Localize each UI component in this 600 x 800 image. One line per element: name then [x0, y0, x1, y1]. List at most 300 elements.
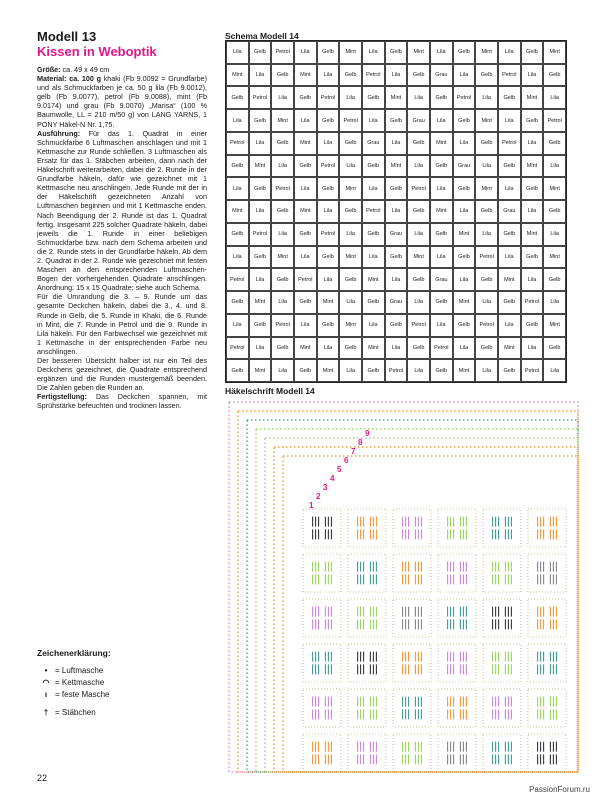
paragraph-text: Das Deckchen spannen, mit Sprühstärke befeuchten und trocknen lassen. [37, 392, 207, 411]
watermark: PassionForum.ru [529, 785, 590, 794]
schema-cell: Gelb [521, 314, 544, 337]
schema-cell: Gelb [543, 268, 566, 291]
motif-round [528, 644, 566, 682]
schema-cell: Gelb [475, 200, 498, 223]
schema-cell: Lila [453, 132, 476, 155]
schema-cell: Lila [362, 314, 385, 337]
legend-item [37, 676, 197, 688]
motif-round [393, 644, 431, 682]
schema-cell: Gelb [498, 86, 521, 109]
round-number: 5 [337, 465, 342, 474]
motif-round [528, 509, 566, 547]
schema-cell: Gelb [271, 200, 294, 223]
schema-cell: Mint [385, 86, 408, 109]
schema-cell: Gelb [521, 246, 544, 269]
schema-cell: Mint [543, 314, 566, 337]
schema-cell: Lila [226, 246, 249, 269]
schema-cell: Lila [498, 109, 521, 132]
instruction-paragraph [37, 356, 207, 392]
schema-cell: Lila [385, 64, 408, 87]
schema-cell: Lila [362, 109, 385, 132]
schema-cell: Petrol [362, 200, 385, 223]
schema-cell: Lila [543, 359, 566, 382]
schema-cell: Gelb [317, 109, 340, 132]
schema-cell: Mint [249, 155, 272, 178]
legend-label: = Luftmasche [55, 665, 104, 675]
schema-cell: Petrol [317, 155, 340, 178]
schema-cell: Lila [271, 223, 294, 246]
motif-round [348, 599, 386, 637]
schema-cell: Mint [521, 86, 544, 109]
schema-cell: Lila [521, 200, 544, 223]
schema-cell: Gelb [294, 155, 317, 178]
motif-round [438, 509, 476, 547]
schema-cell: Mint [271, 109, 294, 132]
schema-cell: Mint [249, 291, 272, 314]
legend-item [37, 688, 197, 700]
model13-column [37, 30, 207, 411]
schema-title: Schema Modell 14 [225, 31, 299, 41]
border-round [238, 411, 578, 772]
motif-round [393, 599, 431, 637]
schema-cell: Lila [294, 314, 317, 337]
schema-cell: Lila [271, 291, 294, 314]
schema-cell: Gelb [407, 64, 430, 87]
schema-cell: Gelb [430, 223, 453, 246]
schema-cell: Petrol [317, 223, 340, 246]
schema-cell: Mint [475, 177, 498, 200]
motif-round [528, 599, 566, 637]
crochet-chart [225, 398, 580, 774]
schema-cell: Lila [521, 268, 544, 291]
chain-stitch-icon: • [44, 665, 48, 675]
legend-title: Zeichenerklärung: [37, 648, 111, 658]
schema-cell: Lila [339, 291, 362, 314]
schema-cell: Gelb [543, 337, 566, 360]
schema-cell: Lila [317, 268, 340, 291]
schema-cell: Gelb [385, 314, 408, 337]
schema-cell: Petrol [475, 246, 498, 269]
motif-round [303, 689, 341, 727]
motif-round [393, 509, 431, 547]
schema-cell: Gelb [226, 223, 249, 246]
schema-cell: Mint [430, 200, 453, 223]
schema-cell: Lila [362, 246, 385, 269]
schema-cell: Lila [226, 109, 249, 132]
schema-cell: Lila [271, 86, 294, 109]
schema-cell: Lila [430, 246, 453, 269]
schema-cell: Gelb [249, 177, 272, 200]
schema-cell: Petrol [521, 291, 544, 314]
schema-cell: Gelb [430, 359, 453, 382]
schema-cell: Petrol [362, 64, 385, 87]
schema-cell: Lila [294, 177, 317, 200]
legend-label: = Kettmasche [55, 677, 105, 687]
instruction-paragraph [37, 129, 207, 293]
schema-cell: Mint [521, 155, 544, 178]
schema-cell: Petrol [498, 64, 521, 87]
schema-cell: Petrol [249, 223, 272, 246]
motif-round [393, 734, 431, 772]
schema-cell: Lila [430, 41, 453, 64]
schema-cell: Petrol [407, 177, 430, 200]
schema-cell: Gelb [543, 132, 566, 155]
legend-item [37, 664, 197, 676]
schema-cell: Gelb [339, 268, 362, 291]
motif-round [438, 554, 476, 592]
schema-cell: Lila [498, 246, 521, 269]
schema-cell: Mint [498, 268, 521, 291]
schema-cell: Petrol [385, 359, 408, 382]
schema-cell: Grau [362, 132, 385, 155]
schema-cell: Lila [407, 155, 430, 178]
legend-item [37, 706, 197, 718]
schema-cell: Mint [543, 41, 566, 64]
schema-cell: Mint [430, 132, 453, 155]
schema-cell: Gelb [339, 132, 362, 155]
motif-round [438, 644, 476, 682]
motif-round [303, 734, 341, 772]
motif-round [528, 734, 566, 772]
schema-cell: Lila [475, 155, 498, 178]
schema-cell: Gelb [339, 200, 362, 223]
schema-cell: Lila [249, 132, 272, 155]
schema-cell: Gelb [521, 177, 544, 200]
schema-cell: Lila [407, 291, 430, 314]
schema-cell: Grau [453, 155, 476, 178]
schema-cell: Petrol [498, 132, 521, 155]
schema-cell: Gelb [430, 155, 453, 178]
schema-cell: Gelb [317, 314, 340, 337]
schema-cell: Petrol [271, 177, 294, 200]
motif-round [483, 644, 521, 682]
motif-round [438, 599, 476, 637]
motif-round [348, 734, 386, 772]
schema-cell: Petrol [294, 268, 317, 291]
schema-cell: Gelb [407, 132, 430, 155]
schema-cell: Lila [430, 177, 453, 200]
schema-cell: Grau [498, 200, 521, 223]
legend-label: = feste Masche [55, 689, 110, 699]
paragraph-text: Für das 1. Quadrat in einer Schmuckfarbe 6 Luftmaschen anschlagen und mit 1 Kettmasche zur Runde schließen. 3 Luftmaschen als Ersatz für das 1. Stäbchen arbeiten, dann nach der Häkelschrift weiterarbeiten, dabei die 2. Runde in der Grundfarbe häkeln, dafür wie gezeichnet mit 1 Kettmasche neu anschlingen. Jede Runde mit der in der Häkelschrift gezeichneten Anzahl von Luftmaschen beginnen und mit 1 Kettmasche enden. Nach Beendigung der 2. Runde ist das 1. Quadrat fertig. Insgesamt 225 solcher Quadrate häkeln, dabei jeweils die 1. Runde in einer beliebigen Schmuckfarbe bzw. nach dem Schema arbeiten und die 2. Runde stets in der Grundfarbe häkeln. Ab dem 2. Quadrat in der 2. Runde wie gezeichnet mit festen Maschen an den entsprechenden Luftmaschen-Bogen der vorhergehenden Quadrate anschlingen. Anordnung: 15 x 15 Quadrate; siehe auch Schema. [37, 128, 207, 293]
schema-cell: Lila [521, 64, 544, 87]
schema-cell: Lila [521, 132, 544, 155]
schema-cell: Mint [407, 246, 430, 269]
schema-cell: Mint [521, 223, 544, 246]
schema-cell: Lila [543, 223, 566, 246]
schema-cell: Gelb [249, 41, 272, 64]
double-crochet-icon: † [43, 707, 49, 717]
schema-cell: Mint [453, 223, 476, 246]
schema-cell: Lila [317, 132, 340, 155]
border-round [229, 402, 578, 772]
schema-cell: Gelb [362, 291, 385, 314]
schema-cell: Grau [430, 64, 453, 87]
schema-cell: Lila [543, 155, 566, 178]
schema-cell: Lila [543, 86, 566, 109]
schema-cell: Lila [453, 64, 476, 87]
schema-cell: Gelb [271, 132, 294, 155]
schema-cell: Gelb [339, 337, 362, 360]
schema-cell: Lila [226, 177, 249, 200]
schema-cell: Lila [498, 314, 521, 337]
schema-cell: Petrol [271, 314, 294, 337]
legend-label: = Stäbchen [55, 707, 96, 717]
schema-cell: Gelb [521, 109, 544, 132]
schema-grid [225, 40, 567, 383]
schema-cell: Gelb [475, 64, 498, 87]
schema-cell: Mint [362, 337, 385, 360]
schema-cell: Petrol [271, 41, 294, 64]
motif-round [483, 509, 521, 547]
schema-cell: Lila [385, 268, 408, 291]
schema-cell: Gelb [430, 86, 453, 109]
schema-cell: Mint [294, 200, 317, 223]
border-round [265, 438, 578, 772]
schema-cell: Lila [498, 177, 521, 200]
schema-cell: Mint [339, 41, 362, 64]
schema-cell: Lila [249, 268, 272, 291]
single-crochet-icon: ı [44, 689, 48, 699]
schema-cell: Mint [317, 291, 340, 314]
schema-cell: Gelb [498, 359, 521, 382]
schema-cell: Lila [249, 200, 272, 223]
motif-round [348, 689, 386, 727]
motif-round [483, 599, 521, 637]
schema-cell: Petrol [226, 337, 249, 360]
schema-cell: Gelb [521, 41, 544, 64]
symbol-legend [37, 648, 197, 718]
schema-cell: Lila [362, 177, 385, 200]
schema-cell: Lila [407, 86, 430, 109]
schema-cell: Mint [543, 246, 566, 269]
schema-cell: Gelb [294, 291, 317, 314]
motif-round [303, 599, 341, 637]
paragraph-text: Für die Umrandung die 3. – 9. Runde um das gesamte Deckchen häkeln, dabei die 3., 4. und 8. Runde in Gelb, die 5. Runde in Khaki, die 6. Runde in Mint, die 7. Runde in Petrol und die 9. Runde in Lila häkeln. Für den Farbwechsel wie gezeichnet mit 1 Kettmasche in der entsprechenden Farbe neu anschlingen. [37, 292, 207, 356]
schema-cell: Gelb [385, 109, 408, 132]
schema-cell: Mint [362, 268, 385, 291]
schema-cell: Petrol [226, 132, 249, 155]
motif-round [348, 509, 386, 547]
schema-cell: Mint [226, 64, 249, 87]
schema-cell: Lila [249, 64, 272, 87]
schema-cell: Mint [339, 177, 362, 200]
motif-round [303, 554, 341, 592]
schema-cell: Grau [430, 268, 453, 291]
crochet-chart-title: Häkelschrift Modell 14 [225, 386, 315, 396]
motif-round [348, 644, 386, 682]
schema-cell: Gelb [543, 200, 566, 223]
motif-round [438, 689, 476, 727]
schema-cell: Lila [521, 337, 544, 360]
schema-cell: Mint [317, 359, 340, 382]
motif-round [483, 689, 521, 727]
schema-cell: Mint [339, 314, 362, 337]
schema-cell: Gelb [475, 268, 498, 291]
schema-cell: Mint [294, 64, 317, 87]
schema-cell: Lila [543, 291, 566, 314]
schema-cell: Lila [339, 359, 362, 382]
motif-round [393, 554, 431, 592]
schema-cell: Gelb [226, 86, 249, 109]
schema-cell: Gelb [453, 177, 476, 200]
schema-cell: Grau [385, 291, 408, 314]
schema-cell: Lila [475, 223, 498, 246]
schema-cell: Mint [453, 291, 476, 314]
paragraph-label: Ausführung: [37, 128, 81, 138]
schema-cell: Petrol [453, 86, 476, 109]
schema-cell: Gelb [453, 41, 476, 64]
model-title: Modell 13 [37, 29, 97, 44]
schema-cell: Mint [339, 246, 362, 269]
schema-cell: Mint [294, 337, 317, 360]
schema-cell: Petrol [407, 314, 430, 337]
schema-cell: Gelb [475, 132, 498, 155]
schema-cell: Grau [407, 109, 430, 132]
schema-cell: Mint [226, 200, 249, 223]
motif-round [303, 509, 341, 547]
schema-cell: Gelb [453, 109, 476, 132]
schema-cell: Gelb [407, 200, 430, 223]
schema-cell: Gelb [543, 64, 566, 87]
schema-cell: Gelb [362, 359, 385, 382]
round-number: 4 [330, 474, 335, 483]
schema-cell: Gelb [362, 155, 385, 178]
schema-cell: Lila [317, 200, 340, 223]
round-number: 2 [316, 492, 321, 501]
schema-cell: Mint [475, 109, 498, 132]
schema-cell: Gelb [430, 291, 453, 314]
schema-cell: Mint [294, 132, 317, 155]
schema-cell: Lila [385, 337, 408, 360]
schema-cell: Petrol [317, 86, 340, 109]
schema-cell: Petrol [543, 109, 566, 132]
slip-stitch-icon: ◠ [42, 677, 50, 687]
schema-cell: Gelb [317, 177, 340, 200]
schema-cell: Lila [430, 109, 453, 132]
schema-cell: Lila [249, 337, 272, 360]
motif-round [483, 734, 521, 772]
page-number: 22 [37, 773, 48, 783]
schema-cell: Gelb [317, 41, 340, 64]
schema-cell: Gelb [249, 246, 272, 269]
schema-cell: Lila [271, 359, 294, 382]
schema-cell: Lila [339, 86, 362, 109]
instruction-paragraph [37, 65, 207, 74]
schema-cell: Gelb [317, 246, 340, 269]
schema-cell: Gelb [249, 314, 272, 337]
schema-cell: Lila [407, 359, 430, 382]
motif-round [348, 554, 386, 592]
round-number: 1 [309, 501, 314, 510]
schema-cell: Gelb [475, 337, 498, 360]
schema-cell: Gelb [407, 268, 430, 291]
schema-cell: Petrol [339, 109, 362, 132]
paragraph-text: Der besseren Übersicht halber ist nur ein Teil des Deckchens gezeichnet, die Quadrate entsprechend ergänzen und die Runden mustergemäß beenden. Die Zahlen geben die Runden an. [37, 356, 207, 393]
schema-cell: Petrol [249, 86, 272, 109]
schema-cell: Lila [475, 359, 498, 382]
schema-cell: Lila [317, 337, 340, 360]
instruction-paragraph [37, 292, 207, 356]
motif-round [438, 734, 476, 772]
motif-round [528, 689, 566, 727]
schema-cell: Lila [453, 337, 476, 360]
schema-cell: Petrol [226, 268, 249, 291]
instruction-paragraph [37, 74, 207, 129]
schema-cell: Mint [475, 41, 498, 64]
schema-cell: Lila [317, 64, 340, 87]
motif-round [483, 554, 521, 592]
schema-cell: Gelb [226, 155, 249, 178]
schema-cell: Grau [385, 223, 408, 246]
border-round [247, 420, 578, 772]
round-number: 6 [344, 456, 349, 465]
schema-cell: Gelb [271, 268, 294, 291]
schema-cell: Lila [475, 291, 498, 314]
border-round [283, 456, 578, 772]
schema-cell: Gelb [498, 155, 521, 178]
schema-cell: Gelb [226, 291, 249, 314]
schema-cell: Gelb [271, 337, 294, 360]
schema-cell: Mint [271, 246, 294, 269]
schema-cell: Lila [294, 41, 317, 64]
schema-cell: Mint [453, 359, 476, 382]
schema-cell: Lila [339, 223, 362, 246]
model-subtitle: Kissen in Weboptik [37, 44, 157, 59]
schema-cell: Gelb [294, 359, 317, 382]
schema-cell: Lila [453, 268, 476, 291]
schema-cell: Mint [498, 337, 521, 360]
schema-cell: Gelb [453, 246, 476, 269]
schema-cell: Gelb [498, 223, 521, 246]
schema-cell: Lila [271, 155, 294, 178]
schema-cell: Lila [339, 155, 362, 178]
schema-cell: Gelb [249, 109, 272, 132]
paragraph-label: Fertigstellung: [37, 392, 87, 402]
schema-cell: Lila [294, 246, 317, 269]
round-number: 7 [351, 447, 356, 456]
schema-cell: Mint [249, 359, 272, 382]
schema-cell: Lila [453, 200, 476, 223]
schema-cell: Gelb [362, 223, 385, 246]
round-number: 9 [365, 429, 370, 438]
schema-cell: Gelb [453, 314, 476, 337]
schema-cell: Gelb [407, 337, 430, 360]
schema-cell: Lila [407, 223, 430, 246]
schema-cell: Gelb [294, 223, 317, 246]
paragraph-text: khaki (Fb 9.0092 = Grundfarbe) und als Schmuckfarben je ca. 50 g lila (Fb 9.0012), gelb (Fb 9.0077), petrol (Fb 9.0088), mint (Fb 9.0174) und grau (Fb 9.0070) „Marisa“ (100 % Baumwolle, LL = 210 m/50 g) von LANG YARNS, 1 PONY Häkel-N Nr. 1,75. [37, 74, 207, 129]
schema-cell: Petrol [430, 337, 453, 360]
schema-cell: Mint [543, 177, 566, 200]
schema-cell: Lila [226, 41, 249, 64]
instruction-paragraph [37, 392, 207, 410]
instructions-text [37, 65, 207, 411]
schema-cell: Gelb [226, 359, 249, 382]
motif-round [303, 644, 341, 682]
schema-cell: Mint [407, 41, 430, 64]
schema-cell: Gelb [362, 86, 385, 109]
schema-cell: Gelb [294, 86, 317, 109]
schema-cell: Lila [385, 132, 408, 155]
schema-cell: Lila [385, 200, 408, 223]
schema-cell: Gelb [385, 177, 408, 200]
schema-cell: Gelb [339, 64, 362, 87]
schema-cell: Gelb [498, 291, 521, 314]
schema-cell: Gelb [385, 41, 408, 64]
schema-cell: Gelb [271, 64, 294, 87]
crochet-chart-drawing [225, 398, 580, 774]
paragraph-label: Größe: [37, 65, 61, 74]
